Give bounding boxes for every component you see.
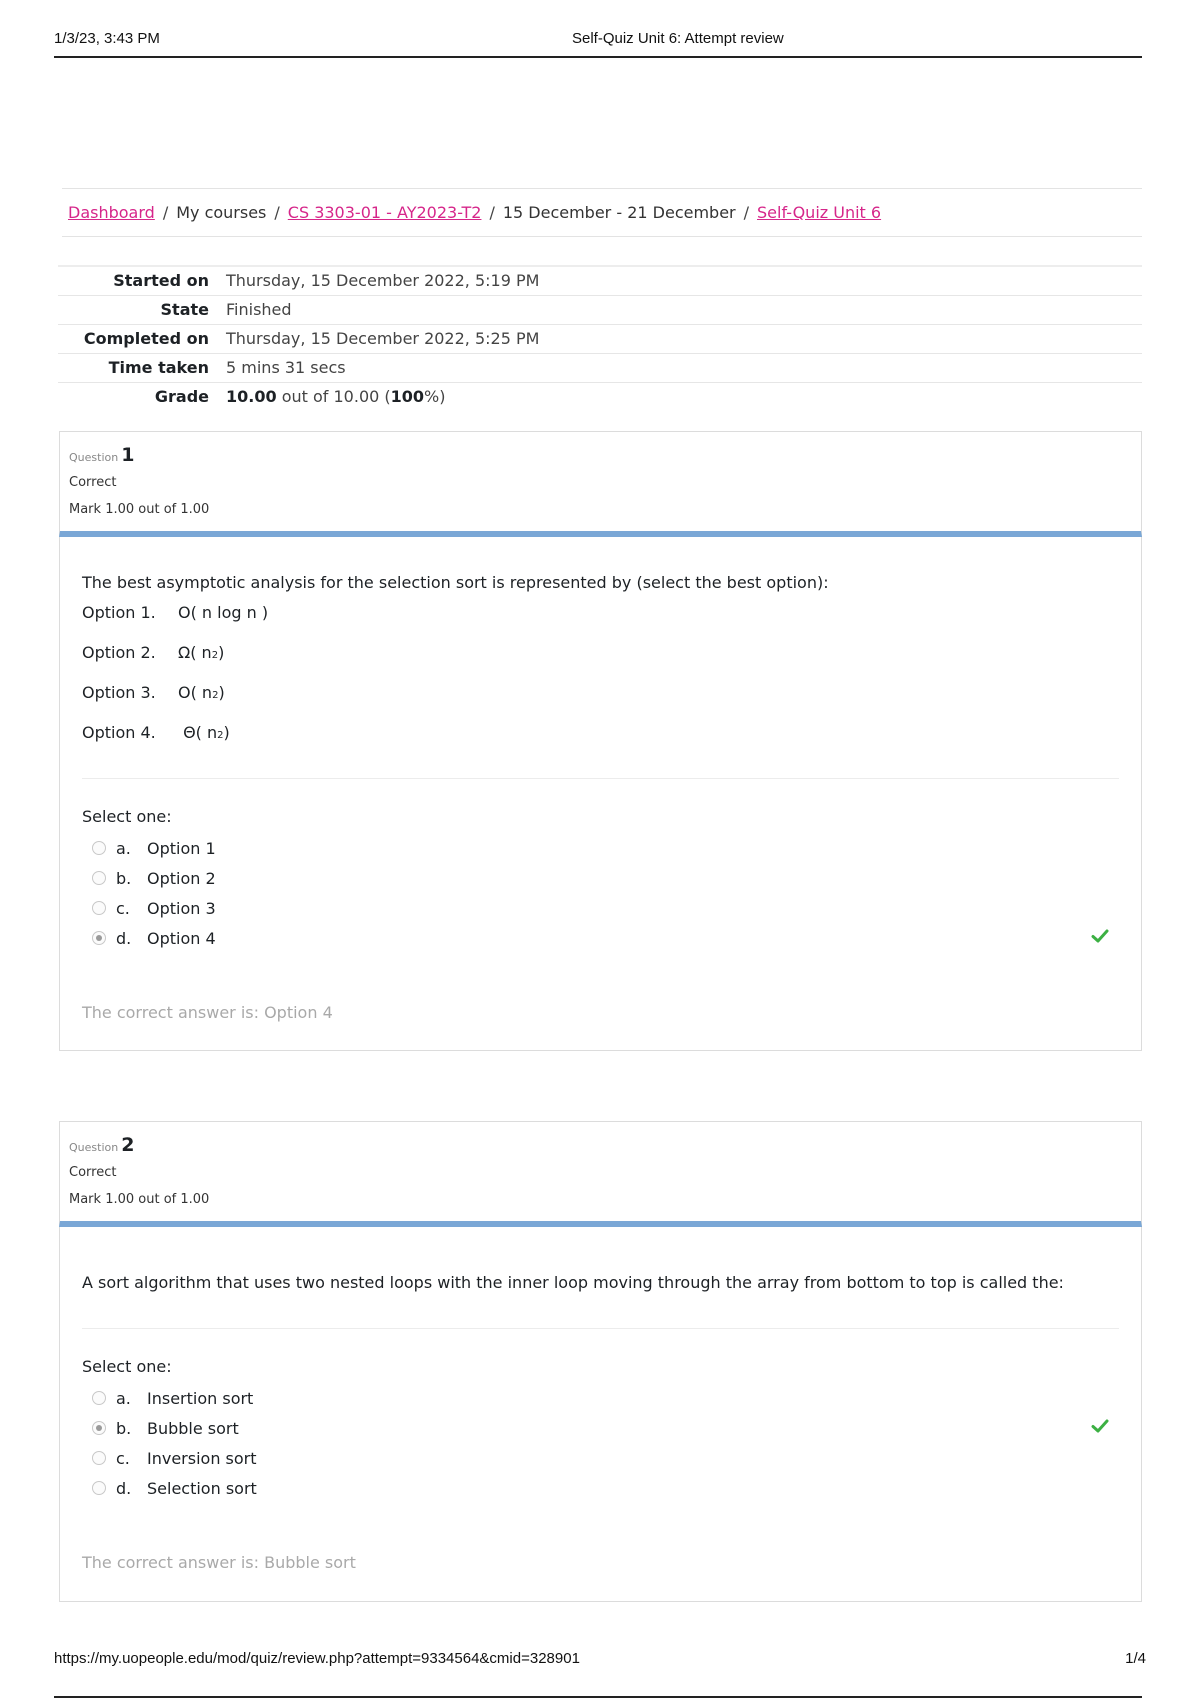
answer-letter: b. — [116, 868, 132, 888]
answer-letter: b. — [116, 1418, 132, 1438]
option-exponent: 2 — [212, 690, 219, 701]
answer-text: Bubble sort — [147, 1418, 239, 1438]
answer-text: Option 2 — [147, 868, 216, 888]
option-exponent: 2 — [211, 650, 219, 661]
breadcrumb-separator: / — [162, 203, 169, 222]
completed-label: Completed on — [83, 329, 209, 348]
question-content — [59, 1227, 1142, 1602]
option-exponent: 2 — [217, 730, 224, 741]
answer-option[interactable] — [82, 893, 1119, 923]
option-label: Option 1. — [82, 603, 156, 622]
radio-icon[interactable] — [92, 1391, 106, 1405]
radio-icon[interactable] — [92, 1421, 106, 1435]
question-label: Question — [69, 451, 119, 464]
answer-letter: d. — [116, 1478, 132, 1498]
started-value: Thursday, 15 December 2022, 5:19 PM — [226, 271, 540, 291]
answer-letter: d. — [116, 928, 132, 948]
print-date: 1/3/23, 3:43 PM — [54, 30, 160, 47]
print-footer-url: https://my.uopeople.edu/mod/quiz/review.php?attempt=9334564&cmid=328901 — [54, 1650, 580, 1667]
breadcrumb — [62, 188, 1142, 237]
grade-value — [226, 382, 1142, 411]
correct-answer-feedback: The correct answer is: Bubble sort — [82, 1553, 356, 1572]
answer-text: Selection sort — [147, 1478, 257, 1498]
question-info — [59, 1121, 1142, 1227]
option-label: Option 2. — [82, 643, 156, 662]
question-content — [59, 537, 1142, 1051]
breadcrumb-week: 15 December - 21 December — [502, 203, 736, 222]
radio-icon[interactable] — [92, 1481, 106, 1495]
option-line — [82, 643, 1119, 683]
correct-answer-feedback: The correct answer is: Option 4 — [82, 1003, 333, 1022]
option-label: Option 4. — [82, 723, 156, 742]
question-text: A sort algorithm that uses two nested loops with the inner loop moving through the array from bottom to top is called the: — [82, 1273, 1064, 1292]
check-icon — [1091, 1417, 1109, 1435]
grade-score: 10.00 — [226, 387, 277, 407]
breadcrumb-my-courses: My courses — [176, 203, 267, 222]
answer-text: Insertion sort — [147, 1388, 254, 1408]
time-label: Time taken — [108, 358, 209, 377]
answer-text: Option 3 — [147, 898, 216, 918]
grade-end: %) — [424, 387, 446, 407]
question-number: 2 — [121, 1134, 135, 1156]
question-label: Question — [69, 1141, 119, 1154]
state-value: Finished — [226, 300, 292, 319]
breadcrumb-dashboard-link[interactable]: Dashboard — [68, 203, 155, 222]
option-label: Option 3. — [82, 683, 156, 702]
grade-label: Grade — [154, 387, 209, 407]
question-state: Correct — [69, 475, 117, 490]
answer-option[interactable] — [82, 833, 1119, 863]
answer-letter: a. — [116, 1388, 131, 1408]
summary-row-state — [58, 295, 1142, 324]
option-close: ) — [218, 683, 225, 702]
answer-letter: a. — [116, 838, 131, 858]
answer-option[interactable] — [82, 863, 1119, 893]
answer-text: Option 1 — [147, 838, 216, 858]
divider — [82, 778, 1119, 779]
option-expr: Θ( n — [178, 723, 218, 742]
answer-option[interactable] — [82, 1413, 1119, 1443]
question-number: 1 — [121, 444, 135, 466]
answer-option[interactable] — [82, 1473, 1119, 1503]
attempt-summary-table — [58, 265, 1142, 411]
check-icon — [1091, 927, 1109, 945]
question-text: The best asymptotic analysis for the selection sort is represented by (select the best option): — [82, 573, 829, 592]
breadcrumb-separator: / — [274, 203, 280, 222]
state-label: State — [160, 300, 209, 319]
answer-option[interactable] — [82, 1443, 1119, 1473]
question-info — [59, 431, 1142, 537]
answer-list — [82, 833, 1119, 953]
question-mark: Mark 1.00 out of 1.00 — [69, 502, 210, 517]
select-one-label: Select one: — [82, 807, 172, 826]
grade-percent: 100 — [390, 387, 425, 407]
breadcrumb-separator: / — [489, 203, 495, 222]
option-line — [82, 723, 1119, 763]
option-expr: O( n — [178, 683, 213, 702]
answer-list — [82, 1383, 1119, 1503]
option-expr: Ω( n — [178, 643, 212, 662]
radio-icon[interactable] — [92, 871, 106, 885]
answer-text: Option 4 — [147, 928, 216, 948]
option-close: ) — [218, 643, 225, 662]
completed-value: Thursday, 15 December 2022, 5:25 PM — [226, 329, 540, 348]
options-list — [82, 603, 1119, 763]
question-mark: Mark 1.00 out of 1.00 — [69, 1192, 210, 1207]
print-footer-rule — [54, 1696, 1142, 1698]
radio-icon[interactable] — [92, 931, 106, 945]
divider — [82, 1328, 1119, 1329]
question-state: Correct — [69, 1165, 117, 1180]
option-close: ) — [223, 723, 230, 742]
option-line — [82, 683, 1119, 723]
answer-option[interactable] — [82, 1383, 1119, 1413]
grade-middle: out of 10.00 ( — [276, 387, 391, 407]
print-page-number: 1/4 — [1125, 1650, 1146, 1667]
started-label: Started on — [113, 271, 209, 291]
summary-row-grade — [58, 382, 1142, 411]
answer-letter: c. — [116, 1448, 130, 1468]
answer-text: Inversion sort — [147, 1448, 257, 1468]
print-title: Self-Quiz Unit 6: Attempt review — [572, 30, 784, 47]
time-value: 5 mins 31 secs — [226, 358, 346, 377]
summary-row-time — [58, 353, 1142, 382]
print-header — [54, 30, 1142, 58]
option-expr: O( n log n ) — [178, 603, 269, 622]
option-line — [82, 603, 1119, 643]
radio-icon[interactable] — [92, 901, 106, 915]
breadcrumb-separator: / — [743, 203, 750, 222]
radio-icon[interactable] — [92, 841, 106, 855]
answer-letter: c. — [116, 898, 130, 918]
radio-icon[interactable] — [92, 1451, 106, 1465]
breadcrumb-course-link[interactable]: CS 3303-01 - AY2023-T2 — [287, 203, 482, 222]
summary-row-started — [58, 266, 1142, 295]
summary-row-completed — [58, 324, 1142, 353]
answer-option[interactable] — [82, 923, 1119, 953]
select-one-label: Select one: — [82, 1357, 172, 1376]
breadcrumb-quiz-link[interactable]: Self-Quiz Unit 6 — [757, 203, 882, 222]
